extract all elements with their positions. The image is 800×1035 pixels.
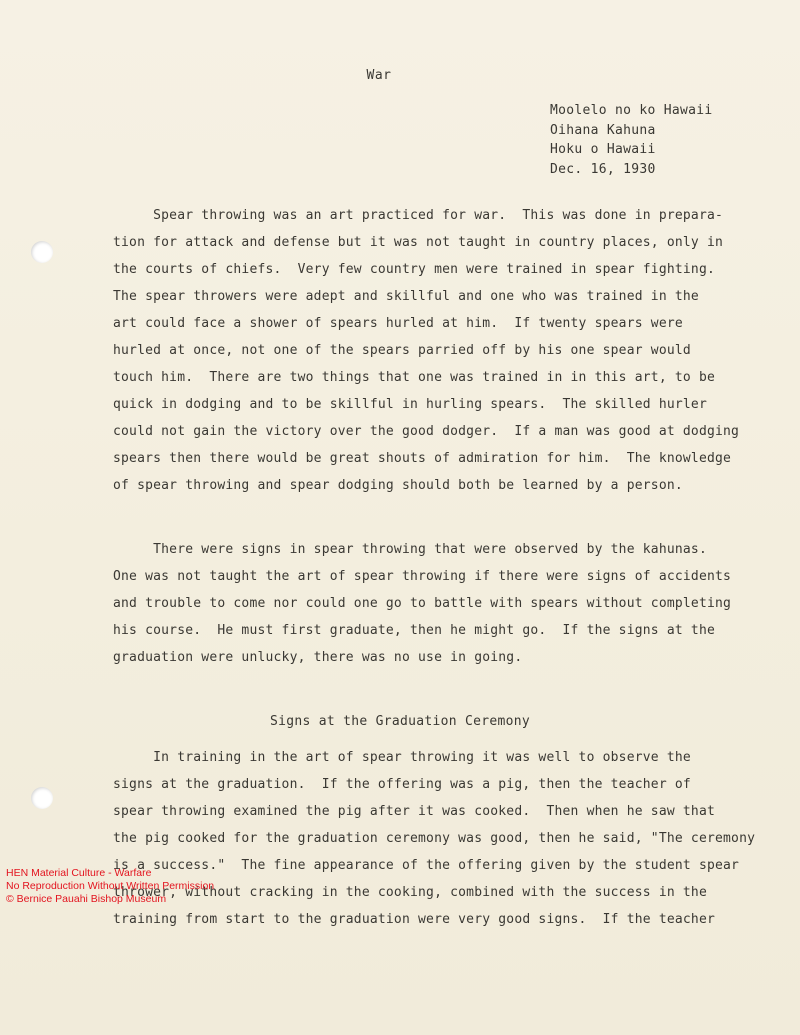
punch-hole-upper [31,241,53,263]
watermark-line-permission: No Reproduction Without Written Permission [6,880,215,892]
text-line: and trouble to come nor could one go to battle with spears without completing [113,596,732,611]
punch-hole-lower [31,787,53,809]
text-line: spear throwing examined the pig after it was cooked. Then when he saw that [113,804,715,819]
document-heading: War [366,68,392,83]
text-line: Spear throwing was an art practiced for war. This was done in prepara- [113,208,724,223]
text-line: graduation were unlucky, there was no use in going. [113,650,523,665]
text-line: of spear throwing and spear dodging should both be learned by a person. [113,478,683,493]
text-line: signs at the graduation. If the offering was a pig, then the teacher of [113,777,691,792]
text-line: is a success." The fine appearance of the offering given by the student spear [113,858,740,873]
text-line: In training in the art of spear throwing it was well to observe the [113,750,691,765]
text-line: tion for attack and defense but it was not taught in country places, only in [113,235,724,250]
meta-category: Oihana Kahuna [550,122,656,138]
meta-source: Moolelo no ko Hawaii [550,103,713,118]
paragraph-signs-kahunas [113,536,731,671]
meta-date: Dec. 16, 1930 [550,161,656,177]
text-line: There were signs in spear throwing that were observed by the kahunas. [113,542,707,557]
text-line: the pig cooked for the graduation ceremony was good, then he said, "The ceremony [113,831,756,846]
text-line: The spear throwers were adept and skillful and one who was trained in the [113,289,699,304]
copyright-watermark [6,867,214,906]
text-line: hurled at once, not one of the spears parried off by his one spear would [113,343,691,358]
text-line: quick in dodging and to be skillful in hurling spears. The skilled hurler [113,397,707,412]
watermark-line-collection: HEN Material Culture - Warfare [6,867,152,879]
meta-publication: Hoku o Hawaii [550,142,656,157]
text-line: training from start to the graduation were very good signs. If the teacher [113,912,715,927]
document-meta [550,101,713,179]
text-line: spears then there would be great shouts of admiration for him. The knowledge [113,451,732,466]
section-subheading: Signs at the Graduation Ceremony [269,714,531,729]
watermark-line-copyright: © Bernice Pauahi Bishop Museum [6,893,167,905]
text-line: touch him. There are two things that one was trained in in this art, to be [113,370,715,385]
paragraph-spear-throwing [113,202,739,499]
text-line: the courts of chiefs. Very few country men were trained in spear fighting. [113,262,715,277]
text-line: could not gain the victory over the good dodger. If a man was good at dodging [113,424,740,439]
text-line: his course. He must first graduate, then he might go. If the signs at the [113,623,715,638]
text-line: One was not taught the art of spear throwing if there were signs of accidents [113,569,732,584]
text-line: thrower, without cracking in the cooking, combined with the success in the [113,885,707,900]
text-line: art could face a shower of spears hurled at him. If twenty spears were [113,316,683,331]
